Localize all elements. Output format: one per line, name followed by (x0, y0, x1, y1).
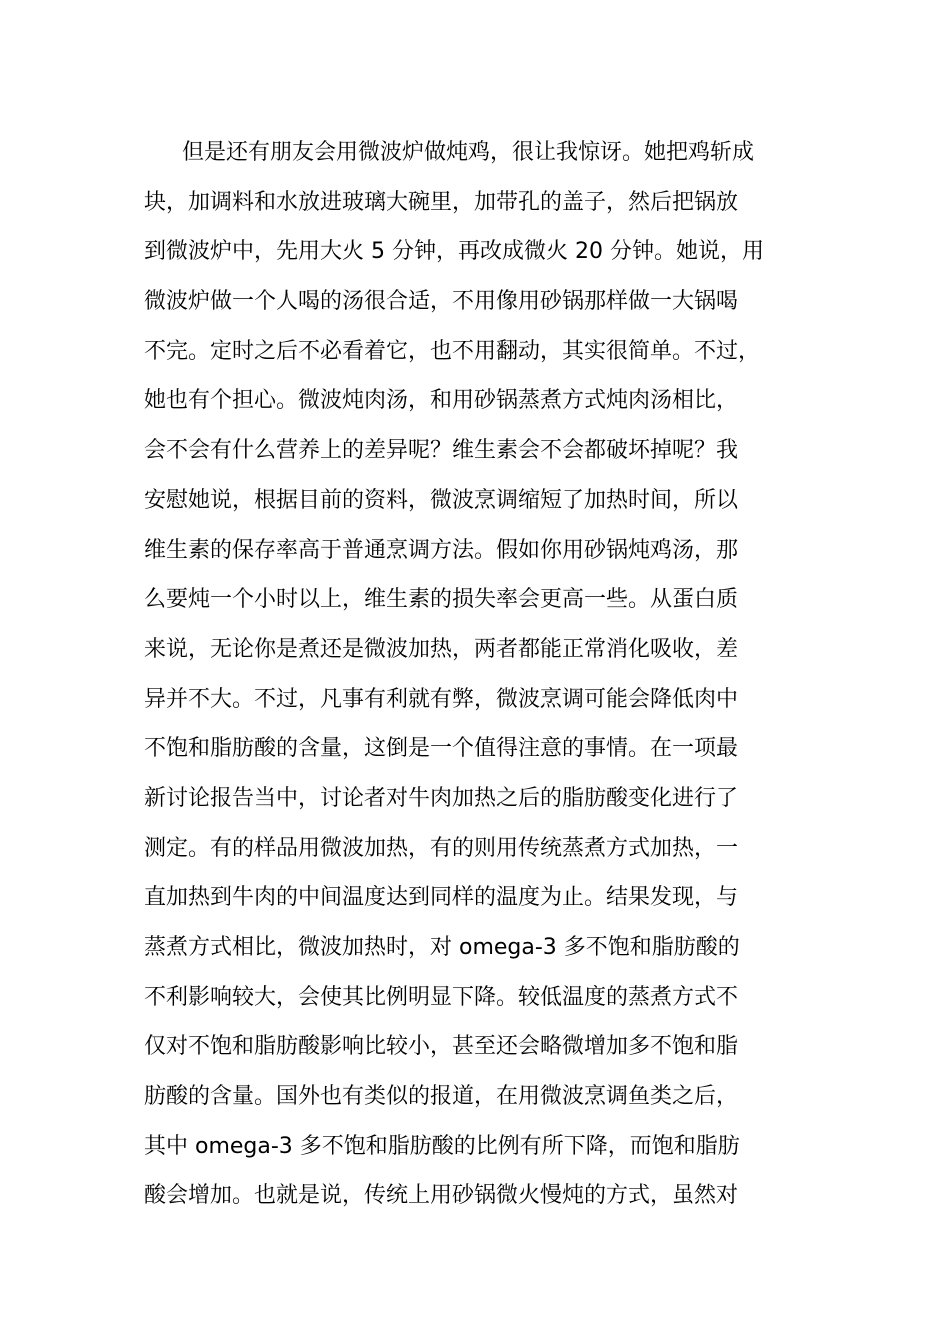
paragraph-line: 不完。定时之后不必看着它，也不用翻动，其实很简单。不过， (144, 338, 761, 364)
paragraph-line: 维生素的保存率高于普通烹调方法。假如你用砂锅炖鸡汤，那 (144, 537, 739, 563)
paragraph-line: 但是还有朋友会用微波炉做炖鸡，很让我惊讶。她把鸡斩成 (182, 140, 755, 165)
paragraph-line: 新讨论报告当中，讨论者对牛肉加热之后的脂肪酸变化进行了 (144, 785, 739, 811)
paragraph-line: 肪酸的含量。国外也有类似的报道，在用微波烹调鱼类之后， (144, 1084, 739, 1110)
paragraph-line: 来说，无论你是煮还是微波加热，两者都能正常消化吸收，差 (144, 636, 739, 662)
paragraph-line: 不利影响较大，会使其比例明显下降。较低温度的蒸煮方式不 (144, 984, 739, 1010)
paragraph-line: 块，加调料和水放进玻璃大碗里，加带孔的盖子，然后把锅放 (144, 189, 739, 215)
paragraph-line: 她也有个担心。微波炖肉汤，和用砂锅蒸煮方式炖肉汤相比， (144, 388, 739, 414)
paragraph-line: 仅对不饱和脂肪酸影响比较小，甚至还会略微增加多不饱和脂 (144, 1034, 739, 1060)
paragraph-line: 不饱和脂肪酸的含量，这倒是一个值得注意的事情。在一项最 (144, 736, 739, 762)
paragraph-line: 其中 omega-3 多不饱和脂肪酸的比例有所下降，而饱和脂肪 (144, 1133, 740, 1159)
paragraph-line: 酸会增加。也就是说，传统上用砂锅微火慢炖的方式，虽然对 (144, 1183, 739, 1209)
paragraph-line: 蒸煮方式相比，微波加热时，对 omega-3 多不饱和脂肪酸的 (144, 935, 740, 960)
paragraph-line: 微波炉做一个人喝的汤很合适，不用像用砂锅那样做一大锅喝 (144, 289, 739, 315)
paragraph-line: 测定。有的样品用微波加热，有的则用传统蒸煮方式加热，一 (144, 835, 739, 861)
body-paragraph (144, 128, 810, 1221)
paragraph-line: 异并不大。不过，凡事有利就有弊，微波烹调可能会降低肉中 (144, 686, 739, 712)
paragraph-line: 会不会有什么营养上的差异呢？维生素会不会都破坏掉呢？我 (144, 438, 739, 464)
paragraph-line: 到微波炉中，先用大火 5 分钟，再改成微火 20 分钟。她说，用 (144, 239, 764, 265)
paragraph-line: 么要炖一个小时以上，维生素的损失率会更高一些。从蛋白质 (144, 587, 739, 613)
paragraph-line: 直加热到牛肉的中间温度达到同样的温度为止。结果发现，与 (144, 885, 739, 911)
paragraph-line: 安慰她说，根据目前的资料，微波烹调缩短了加热时间，所以 (144, 487, 739, 513)
